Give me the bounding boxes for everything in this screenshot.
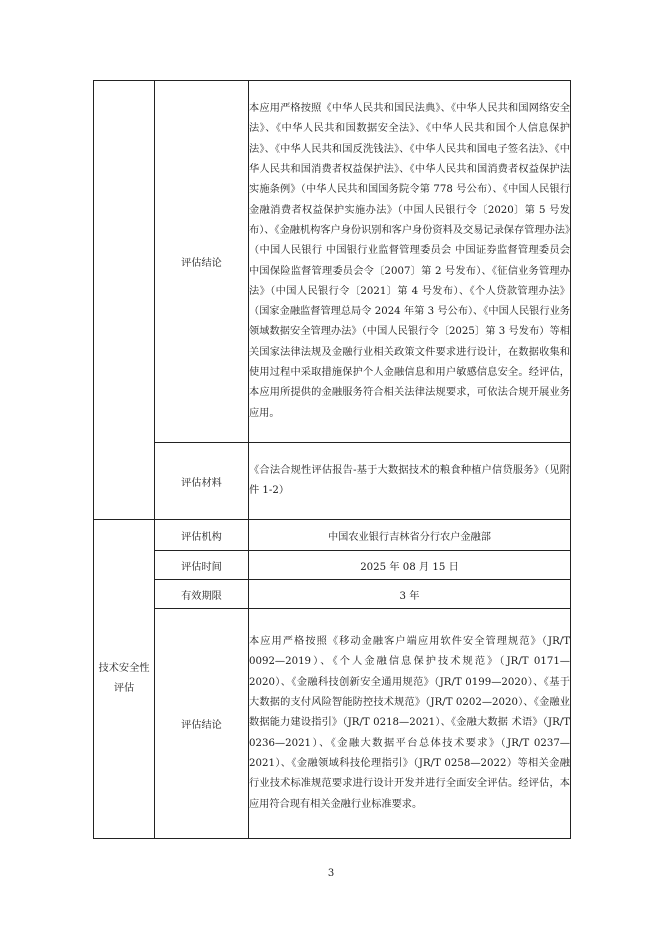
- table-row: [94, 551, 571, 580]
- validity-value: 3 年: [249, 580, 571, 609]
- tech-conclusion-text: 本应用严格按照《移动金融客户端应用软件安全管理规范》（JR/T 0092—2019）、《个人金融信息保护技术规范》（JR/T 0171—2020）、《金融科技创新安全通用规范》（JR/T 0199—2020）、《基于大数据的支付风险智能防控技术规范》（JR/T 0202—2020）、《金融业数据能力建设指引》（JR/T 0218—2021）、《金融大数据 术语》（JR/T 0236—2021）、《金融大数据平台总体技术要求》（JR/T 0237—2021）、《金融领域科技伦理指引》（JR/T 0258—2022）等相关金融行业技术标准规范要求进行设计开发并进行全面安全评估。经评估，本应用符合现有相关金融行业标准要求。: [249, 609, 571, 839]
- assessment-org-value: 中国农业银行吉林省分行农户金融部: [249, 520, 571, 551]
- page-number: 3: [327, 868, 335, 879]
- row-label: 评估结论: [155, 81, 249, 443]
- assessment-table: [93, 80, 571, 839]
- table-row: [94, 443, 571, 520]
- row-label: 评估材料: [155, 443, 249, 520]
- legal-material-text: 《合法合规性评估报告-基于大数据技术的粮食种植户信贷服务》（见附件 1-2）: [249, 443, 571, 520]
- legal-conclusion-text: 本应用严格按照《中华人民共和国民法典》、《中华人民共和国网络安全法》、《中华人民共和国数据安全法》、《中华人民共和国个人信息保护法》、《中华人民共和国反洗钱法》、《中华人民共和国电子签名法》、《中华人民共和国消费者权益保护法》、《中华人民共和国消费者权益保护法实施条例》（中华人民共和国国务院令第 778 号公布）、《中国人民银行金融消费者权益保护实施办法》（中国人民银行令〔2020〕第 5 号发布）、《金融机构客户身份识别和客户身份资料及交易记录保存管理办法》（中国人民银行 中国银行业监督管理委员会 中国证券监督管理委员会 中国保险监督管理委员会令〔2007〕第 2 号发布）、《征信业务管理办法》（中国人民银行令〔2021〕第 4 号发布）、《个人贷款管理办法》（国家金融监督管理总局令 2024 年第 3 号公布）、《中国人民银行业务领域数据安全管理办法》（中国人民银行令〔2025〕第 3 号发布）等相关国家法律法规及金融行业相关政策文件要求进行设计，在数据收集和使用过程中采取措施保护个人金融信息和用户敏感信息安全。经评估，本应用所提供的金融服务符合相关法律法规要求，可依法合规开展业务应用。: [249, 81, 571, 443]
- row-label: 评估时间: [155, 551, 249, 580]
- table-row: [94, 580, 571, 609]
- section-label: 技术安全性评估: [94, 520, 155, 839]
- section-label-cell: [94, 81, 155, 520]
- table-row: [94, 81, 571, 443]
- row-label: 评估机构: [155, 520, 249, 551]
- assessment-time-value: 2025 年 08 月 15 日: [249, 551, 571, 580]
- row-label: 评估结论: [155, 609, 249, 839]
- table-row: [94, 609, 571, 839]
- table-row: [94, 520, 571, 551]
- row-label: 有效期限: [155, 580, 249, 609]
